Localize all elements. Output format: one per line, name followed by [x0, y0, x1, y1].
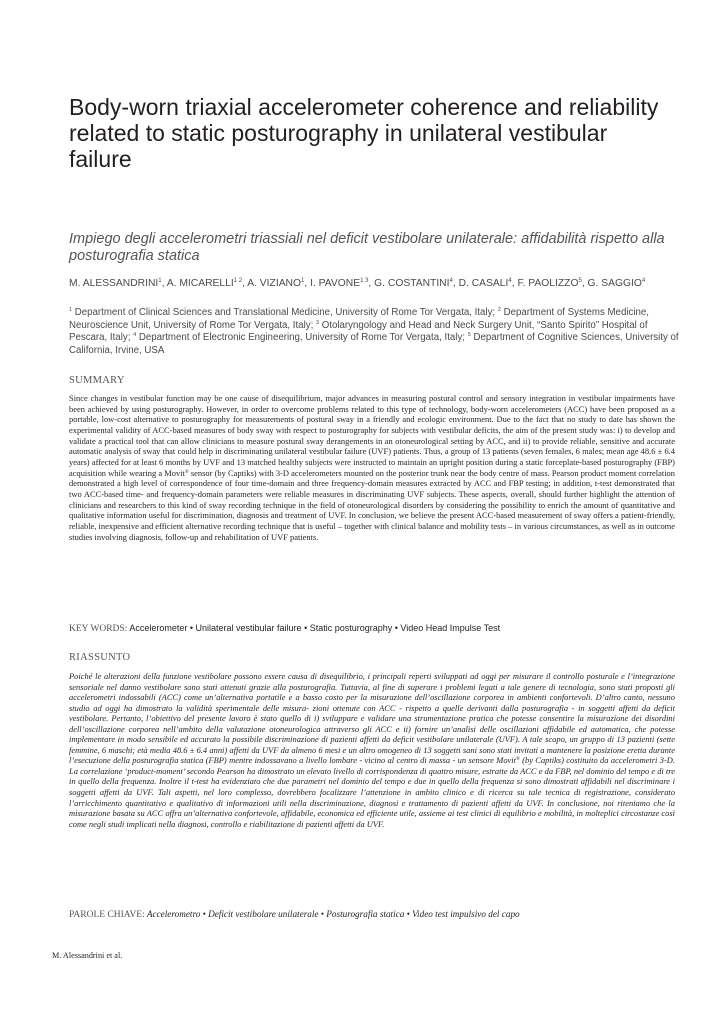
- affiliation-number: 2: [497, 307, 501, 313]
- article-subtitle-italian: Impiego degli accelerometri triassiali nel deficit vestibolare unilaterale: affidabilità rispetto alla posturografia statica: [69, 231, 665, 264]
- affiliation: Department of Systems Medicine, Neuroscience Unit, University of Rome Tor Vergata, Italy;: [69, 307, 649, 331]
- keywords: [69, 623, 679, 634]
- registered-mark: ®: [184, 469, 189, 475]
- author: M. ALESSANDRINI: [69, 278, 159, 289]
- affiliation: Department of Electronic Engineering, University of Rome Tor Vergata, Italy;: [138, 332, 465, 343]
- riassunto-text-part: Poiché le alterazioni della funzione vestibolare possono essere causa di disequilibrio, i principali reperti sviluppati ad oggi per misurare il controllo posturale e l’integrazione sensoriale nel danno vestibolare sono stati ottenuti grazie alla posturografia. Tuttavia, al fine di superare i problemi legati a tale genere di tecnologia, sono stati proposti gli accelerometri indossabili (ACC) come un’alternativa portatile e a basso costo per la misurazione dell’oscillazione corporea in ambienti confortevoli. D’altro canto, nessuno studio ad oggi ha dimostrato la validità sperimentale delle misura- zioni ottenute con ACC - rispetto a quelle derivanti dalla posturografia - in soggetti affetti da deficit vestibolare. Pertanto, l’obiettivo del presente lavoro è stato quello di i) sviluppare e validare una strumentazione pratica che potesse consentire la misurazione dei disordini dell’oscillazione corporea nell’ambito della valutazione otoneurologica attraverso gli ACC e ii) fornire un’analisi delle oscillazioni affidabile ed automatica, che potesse implementare in modo sensibile ed accurato la possibile discriminazione di pazienti affetti da deficit vestibolare unilaterale (UVF). A tale scopo, un gruppo di 13 pazienti (sette femmine, 6 maschi; età media 48.6 ± 6.4 anni) affetti da UVF da almeno 6 mesi e un altro omogeneo di 13 soggetti sani sono stati invitati a mantenere la posizione eretta durante l’esecuzione della posturografia statica (FBP) mentre indossavano a livello lombare - vicino al centro di massa - un sensore Movit: [69, 671, 675, 766]
- author: G. SAGGIO: [587, 278, 642, 289]
- affiliation-list: [69, 307, 679, 357]
- author-affiliation-ref: 1: [158, 278, 162, 284]
- riassunto-text-part: (by Captiks) costituito da accelerometri 3-D. La correlazione ‘product-moment’ secondo Pearson ha dimostrato un elevato livello di corrispondenza di quattro misure, estratte da ACC e da FBP, nel dominio del tempo e di tre in quello della frequenza. Inoltre il t-test ha evidenziato che due parametri nel dominio del tempo e due in quello della frequenza si sono dimostrati affidabili nel discriminare i soggetti affetti da UVF. Tali aspetti, nel loro complesso, dovrebbero focalizzare l’attenzione in ambito clinico e di ricerca su tale tecnica di registrazione, considerato l’arricchimento quantitativo e qualitativo di informazioni utili nella discriminazione, diagnosi e trattamento di pazienti affetti da UVF. In conclusione, noi riteniamo che la misurazione basata su ACC offra un’alternativa confortevole, affidabile, economica ed efficiente utile, assieme ai test clinici di equilibrio e mobilità, in molteplici circostanze così come negli studi implicati nella diagnosi, controllo e riabilitazione di pazienti affetti da UVF.: [69, 755, 675, 829]
- riassunto-text: [69, 671, 675, 829]
- summary-text-part: sensor (by Captiks) with 3-D accelerometers mounted on the posterior trunk near the body centre of mass. Pearson product moment correlation demonstrated a high level of correspondence of four time-domain and three frequency-domain measures extracted by ACC and FBP testing; in addition, t-test demonstrated that two ACC-based time- and frequency-domain parameters were reliable measures in discriminating UVF subjects. These aspects, overall, should further highlight the attention of clinicians and researchers to this kind of sway recording technique in the field of otoneurological disorders by considering the possibility to enrich the amount of quantitative and qualitative information useful for discrimination, diagnosis and treatment of UVF. In conclusion, we believe the present ACC-based measurement of sway offers a patient-friendly, reliable, inexpensive and efficient alternative recording technique that is useful – together with clinical balance and mobility tests – in various circumstances, as well as in outcome studies involving diagnosis, follow-up and rehabilitation of UVF patients.: [69, 467, 675, 542]
- summary-text-part: Since changes in vestibular function may be one cause of disequilibrium, major advances in measuring postural control and sensory integration in vestibular impairments have been achieved by using posturography. However, in order to overcome problems related to this type of technology, body-worn accelerometers (ACC) have been proposed as a portable, low-cost alternative to posturography for measurements of postural sway in a friendly and ecologic environment. Due to the fact that no study to date has shown the experimental validity of ACC-based measures of body sway with respect to posturography for subjects with vestibular deficits, the aim of the present study was: i) to develop and validate a practical tool that can allow clinicians to measure postural sway derangements in an otoneurological setting by ACC, and ii) to provide reliable, sensitive and accurate automatic analysis of sway that could help in discriminating unilateral vestibular failure (UVF) patients. Thus, a group of 13 patients (seven females, 6 males; mean age 48.6 ± 6.4 years) affected for at least 6 months by UVF and 13 matched healthy subjects were instructed to maintain an upright position during a static forceplate-based posturography (FBP) acquisition while wearing a Movit: [69, 393, 675, 478]
- running-footer: M. Alessandrini et al.: [52, 951, 123, 960]
- author: I. PAVONE: [310, 278, 361, 289]
- author-affiliation-ref: 1 3: [360, 278, 369, 284]
- author: G. COSTANTINI: [374, 278, 450, 289]
- parole-chiave-text: Accelerometro • Deficit vestibolare unilaterale • Posturografia statica • Video test impulsivo del capo: [146, 909, 520, 919]
- affiliation-number: 1: [69, 307, 73, 313]
- author: D. CASALI: [458, 278, 509, 289]
- author-affiliation-ref: 4: [641, 278, 646, 284]
- affiliation-number: 3: [315, 319, 320, 326]
- author-affiliation-ref: 4: [449, 278, 453, 284]
- author-affiliation-ref: 4: [508, 278, 512, 284]
- author: F. PAOLIZZO: [517, 278, 579, 289]
- author-affiliation-ref: 5: [578, 278, 582, 284]
- parole-chiave-label: PAROLE CHIAVE:: [69, 910, 145, 920]
- author: A. MICARELLI: [166, 278, 234, 289]
- author-list: M. ALESSANDRINI$^1$, A. $MICARELLI^{1 2}$, A. VIZIANO$^1$, I. $PAVONE^{1 3}$, G. COSTANTINI$^4$, D. CASALI$^4$, F. PAOLIZZO$^5$, G. SAGGIO$^4$: [69, 278, 646, 289]
- registered-mark: ®: [515, 757, 520, 763]
- affiliation-number: 5: [467, 332, 471, 338]
- keywords-label: KEY WORDS:: [69, 624, 128, 634]
- affiliation: Otolaryngology and Head and Neck Surgery Unit, “Santo Spirito” Hospital of Pescara, Italy;: [69, 319, 648, 343]
- summary-heading: SUMMARY: [69, 375, 125, 386]
- keywords-text: Accelerometer • Unilateral vestibular failure • Static posturography • Video Head Impulse Test: [129, 623, 501, 633]
- author-affiliation-ref: 1: [301, 278, 305, 284]
- summary-text: [69, 393, 675, 542]
- article-title: Body-worn triaxial accelerometer coherence and reliability related to static posturography in unilateral vestibular failure: [69, 94, 659, 172]
- affiliation: Department of Clinical Sciences and Translational Medicine, University of Rome Tor Vergata, Italy;: [74, 307, 496, 318]
- riassunto-heading: RIASSUNTO: [69, 652, 131, 663]
- author: A. VIZIANO: [247, 278, 302, 289]
- parole-chiave: [69, 909, 679, 920]
- author-affiliation-ref: 1 2: [233, 278, 243, 284]
- affiliation-number: 4: [133, 332, 137, 338]
- affiliation: Department of Cognitive Sciences, University of California, Irvine, USA: [69, 332, 679, 356]
